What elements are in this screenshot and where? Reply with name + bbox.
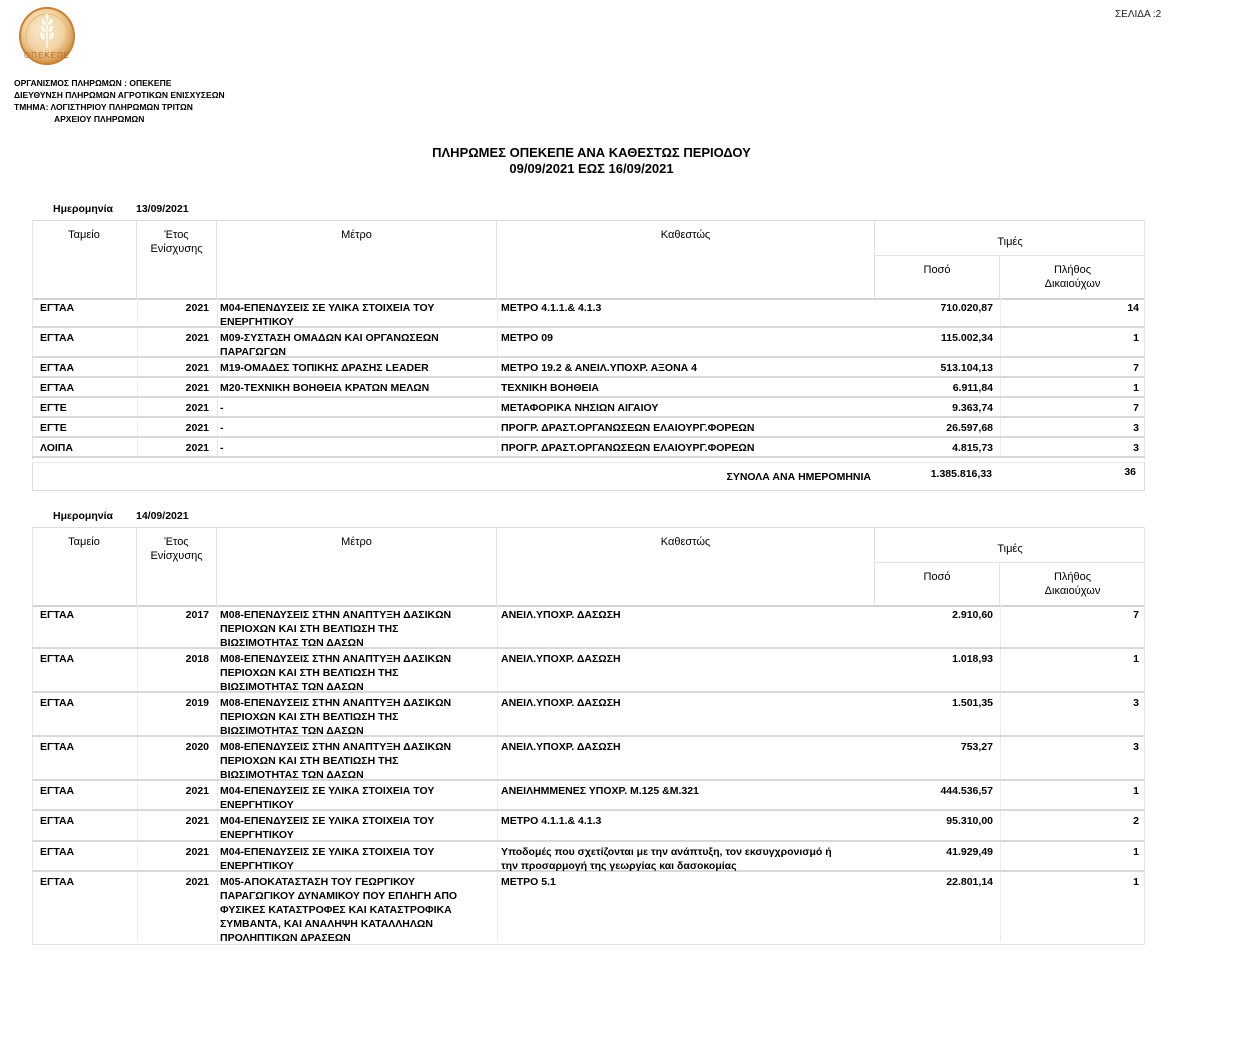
table-row bbox=[32, 418, 1145, 438]
section-date: 14/09/2021 bbox=[136, 510, 189, 522]
amount-cell: 1.501,35 bbox=[952, 697, 993, 709]
status-cell-line: ΤΕΧΝΙΚΗ ΒΟΗΘΕΙΑ bbox=[501, 382, 600, 394]
amount-cell: 513.104,13 bbox=[940, 362, 993, 374]
col-header-values: Τιμές bbox=[875, 528, 1145, 563]
measure-cell bbox=[220, 438, 500, 456]
column-divider bbox=[497, 737, 498, 779]
column-divider bbox=[1000, 438, 1001, 456]
measure-cell-line: ΕΝΕΡΓΗΤΙΚΟΥ bbox=[220, 829, 294, 841]
table-row bbox=[32, 328, 1145, 358]
column-divider bbox=[217, 737, 218, 779]
measure-cell-line: Μ04-ΕΠΕΝΔΥΣΕΙΣ ΣΕ ΥΛΙΚΑ ΣΤΟΙΧΕΙΑ ΤΟΥ bbox=[220, 785, 435, 797]
fund-cell: ΕΓΤΑΑ bbox=[40, 697, 75, 709]
year-cell: 2021 bbox=[185, 382, 209, 394]
column-divider bbox=[1000, 358, 1001, 376]
count-cell: 3 bbox=[1133, 697, 1139, 709]
column-divider bbox=[1000, 649, 1001, 691]
amount-cell: 26.597,68 bbox=[946, 422, 993, 434]
fund-cell: ΕΓΤΕ bbox=[40, 422, 67, 434]
year-cell: 2020 bbox=[185, 741, 209, 753]
measure-cell-line: ΦΥΣΙΚΕΣ ΚΑΤΑΣΤΡΟΦΕΣ ΚΑΙ ΚΑΤΑΣΤΡΟΦΙΚΑ bbox=[220, 904, 452, 916]
column-divider bbox=[1000, 811, 1001, 840]
count-cell: 2 bbox=[1133, 815, 1139, 827]
measure-cell-line: ΕΝΕΡΓΗΤΙΚΟΥ bbox=[220, 799, 294, 811]
totals-count: 36 bbox=[1124, 466, 1136, 478]
column-divider bbox=[1000, 781, 1001, 809]
status-cell bbox=[501, 398, 873, 416]
amount-cell: 9.363,74 bbox=[952, 402, 993, 414]
status-cell-line: ΜΕΤΡΟ 5.1 bbox=[501, 876, 556, 888]
column-divider bbox=[497, 842, 498, 870]
org-line-1: ΟΡΓΑΝΙΣΜΟΣ ΠΛΗΡΩΜΩΝ : ΟΠΕΚΕΠΕ bbox=[14, 78, 172, 88]
col-header-count: Πλήθος Δικαιούχων bbox=[1044, 571, 1101, 597]
measure-cell-line: ΠΑΡΑΓΩΓΙΚΟΥ ΔΥΝΑΜΙΚΟΥ ΠΟΥ ΕΠΛΗΓΗ ΑΠΟ bbox=[220, 890, 458, 902]
fund-cell: ΕΓΤΑΑ bbox=[40, 876, 75, 888]
column-divider bbox=[137, 605, 138, 647]
column-divider bbox=[217, 378, 218, 396]
status-cell-line: ΜΕΤΡΟ 19.2 & ΑΝΕΙΛ.ΥΠΟΧΡ. ΑΞΟΝΑ 4 bbox=[501, 362, 698, 374]
column-divider bbox=[1000, 693, 1001, 735]
status-cell-line: ΜΕΤΑΦΟΡΙΚΑ ΝΗΣΙΩΝ ΑΙΓΑΙΟΥ bbox=[501, 402, 659, 414]
column-divider bbox=[497, 693, 498, 735]
column-divider bbox=[217, 811, 218, 840]
measure-cell bbox=[220, 298, 500, 326]
org-line-3: ΤΜΗΜΑ: ΛΟΓΙΣΤΗΡΙΟΥ ΠΛΗΡΩΜΩΝ ΤΡΙΤΩΝ bbox=[14, 102, 193, 112]
column-divider bbox=[217, 781, 218, 809]
amount-cell: 6.911,84 bbox=[952, 382, 993, 394]
measure-cell-line: ΒΙΩΣΙΜΟΤΗΤΑΣ ΤΩΝ ΔΑΣΩΝ bbox=[220, 637, 364, 649]
measure-cell-line: Μ04-ΕΠΕΝΔΥΣΕΙΣ ΣΕ ΥΛΙΚΑ ΣΤΟΙΧΕΙΑ ΤΟΥ bbox=[220, 302, 435, 314]
column-divider bbox=[137, 378, 138, 396]
measure-cell-line: Μ19-ΟΜΑΔΕΣ ΤΟΠΙΚΗΣ ΔΡΑΣΗΣ LEADER bbox=[220, 362, 429, 374]
column-divider bbox=[137, 737, 138, 779]
count-cell: 1 bbox=[1133, 653, 1139, 665]
table-row bbox=[32, 358, 1145, 378]
status-cell-line: την προσαρμογή της γεωργίας και δασοκομίας bbox=[501, 860, 737, 872]
col-header-year: Έτος Ενίσχυσης bbox=[137, 528, 217, 605]
table-row bbox=[32, 811, 1145, 842]
count-cell: 7 bbox=[1133, 402, 1139, 414]
count-cell: 1 bbox=[1133, 785, 1139, 797]
column-divider bbox=[1000, 605, 1001, 647]
col-header-fund: Ταμείο bbox=[32, 528, 137, 605]
col-header-status: Καθεστώς bbox=[497, 528, 875, 605]
table-row bbox=[32, 298, 1145, 328]
table-row bbox=[32, 378, 1145, 398]
count-cell: 3 bbox=[1133, 442, 1139, 454]
year-cell: 2021 bbox=[185, 815, 209, 827]
status-cell bbox=[501, 358, 873, 376]
count-cell: 3 bbox=[1133, 422, 1139, 434]
column-divider bbox=[217, 358, 218, 376]
column-divider bbox=[1000, 842, 1001, 870]
status-cell bbox=[501, 842, 873, 870]
status-cell bbox=[501, 649, 873, 691]
status-cell-line: ΠΡΟΓΡ. ΔΡΑΣΤ.ΟΡΓΑΝΩΣΕΩΝ ΕΛΑΙΟΥΡΓ.ΦΟΡΕΩΝ bbox=[501, 422, 755, 434]
totals-row bbox=[32, 462, 1145, 491]
column-divider bbox=[137, 693, 138, 735]
table-row bbox=[32, 398, 1145, 418]
section-date: 13/09/2021 bbox=[136, 203, 189, 215]
year-cell: 2017 bbox=[185, 609, 209, 621]
col-header-status: Καθεστώς bbox=[497, 221, 875, 298]
column-divider bbox=[137, 649, 138, 691]
amount-cell: 41.929,49 bbox=[946, 846, 993, 858]
measure-cell-line: ΕΝΕΡΓΗΤΙΚΟΥ bbox=[220, 860, 294, 872]
column-divider bbox=[497, 438, 498, 456]
status-cell bbox=[501, 693, 873, 735]
fund-cell: ΛΟΙΠΑ bbox=[40, 442, 73, 454]
status-cell bbox=[501, 378, 873, 396]
column-divider bbox=[137, 438, 138, 456]
column-divider bbox=[137, 328, 138, 356]
column-divider bbox=[497, 872, 498, 942]
column-divider bbox=[217, 398, 218, 416]
status-cell-line: ΜΕΤΡΟ 09 bbox=[501, 332, 553, 344]
column-divider bbox=[137, 781, 138, 809]
amount-cell: 4.815,73 bbox=[952, 442, 993, 454]
measure-cell bbox=[220, 693, 500, 735]
measure-cell-line: ΕΝΕΡΓΗΤΙΚΟΥ bbox=[220, 316, 294, 328]
table-row bbox=[32, 781, 1145, 811]
column-divider bbox=[497, 781, 498, 809]
measure-cell-line: ΠΕΡΙΟΧΩΝ ΚΑΙ ΣΤΗ ΒΕΛΤΙΩΣΗ ΤΗΣ bbox=[220, 711, 399, 723]
column-divider bbox=[497, 378, 498, 396]
measure-cell-line: ΠΕΡΙΟΧΩΝ ΚΑΙ ΣΤΗ ΒΕΛΤΙΩΣΗ ΤΗΣ bbox=[220, 667, 399, 679]
totals-amount: 1.385.816,33 bbox=[930, 468, 992, 480]
count-cell: 14 bbox=[1127, 302, 1139, 314]
measure-cell-line: - bbox=[220, 422, 224, 434]
column-divider bbox=[1000, 872, 1001, 942]
report-period: 09/09/2021 ΕΩΣ 16/09/2021 bbox=[509, 161, 674, 176]
page-number: ΣΕΛΙΔΑ :2 bbox=[1115, 9, 1162, 20]
table-row bbox=[32, 872, 1145, 942]
fund-cell: ΕΓΤΑΑ bbox=[40, 332, 75, 344]
column-divider bbox=[1000, 328, 1001, 356]
fund-cell: ΕΓΤΑΑ bbox=[40, 302, 75, 314]
measure-cell-line: Μ09-ΣΥΣΤΑΣΗ ΟΜΑΔΩΝ ΚΑΙ ΟΡΓΑΝΩΣΕΩΝ bbox=[220, 332, 439, 344]
table-row bbox=[32, 693, 1145, 737]
count-cell: 1 bbox=[1133, 332, 1139, 344]
totals-label: ΣΥΝΟΛΑ ΑΝΑ ΗΜΕΡΟΜΗΝΙΑ bbox=[726, 471, 871, 483]
column-divider bbox=[497, 605, 498, 647]
year-cell: 2021 bbox=[185, 785, 209, 797]
col-header-measure: Μέτρο bbox=[217, 528, 497, 605]
fund-cell: ΕΓΤΑΑ bbox=[40, 653, 75, 665]
measure-cell bbox=[220, 842, 500, 870]
measure-cell bbox=[220, 781, 500, 809]
column-divider bbox=[497, 328, 498, 356]
fund-cell: ΕΓΤΕ bbox=[40, 402, 67, 414]
fund-cell: ΕΓΤΑΑ bbox=[40, 815, 75, 827]
amount-cell: 710.020,87 bbox=[940, 302, 993, 314]
org-line-2: ΔΙΕΥΘΥΝΣΗ ΠΛΗΡΩΜΩΝ ΑΓΡΟΤΙΚΩΝ ΕΝΙΣΧΥΣΕΩΝ bbox=[14, 90, 225, 100]
status-cell bbox=[501, 737, 873, 779]
col-header-year: Έτος Ενίσχυσης bbox=[137, 221, 217, 298]
year-cell: 2021 bbox=[185, 422, 209, 434]
measure-cell-line: ΠΑΡΑΓΩΓΩΝ bbox=[220, 346, 287, 358]
measure-cell-line: - bbox=[220, 442, 224, 454]
status-cell bbox=[501, 872, 873, 942]
status-cell bbox=[501, 418, 873, 436]
status-cell bbox=[501, 781, 873, 809]
measure-cell-line: Μ08-ΕΠΕΝΔΥΣΕΙΣ ΣΤΗΝ ΑΝΑΠΤΥΞΗ ΔΑΣΙΚΩΝ bbox=[220, 609, 452, 621]
report-title: ΠΛΗΡΩΜΕΣ ΟΠΕΚΕΠΕ ΑΝΑ ΚΑΘΕΣΤΩΣ ΠΕΡΙΟΔΟΥ bbox=[432, 145, 751, 160]
measure-cell-line: Μ04-ΕΠΕΝΔΥΣΕΙΣ ΣΕ ΥΛΙΚΑ ΣΤΟΙΧΕΙΑ ΤΟΥ bbox=[220, 815, 435, 827]
count-cell: 1 bbox=[1133, 846, 1139, 858]
measure-cell-line: Μ05-ΑΠΟΚΑΤΑΣΤΑΣΗ ΤΟΥ ΓΕΩΡΓΙΚΟΥ bbox=[220, 876, 416, 888]
measure-cell-line: Μ04-ΕΠΕΝΔΥΣΕΙΣ ΣΕ ΥΛΙΚΑ ΣΤΟΙΧΕΙΑ ΤΟΥ bbox=[220, 846, 435, 858]
status-cell-line: Υποδομές που σχετίζονται με την ανάπτυξη, τον εκσυγχρονισμό ή bbox=[501, 846, 832, 858]
column-divider bbox=[497, 811, 498, 840]
count-cell: 3 bbox=[1133, 741, 1139, 753]
year-cell: 2021 bbox=[185, 402, 209, 414]
fund-cell: ΕΓΤΑΑ bbox=[40, 382, 75, 394]
measure-cell-line: Μ20-ΤΕΧΝΙΚΗ ΒΟΗΘΕΙΑ ΚΡΑΤΩΝ ΜΕΛΩΝ bbox=[220, 382, 430, 394]
status-cell bbox=[501, 605, 873, 647]
column-divider bbox=[1000, 398, 1001, 416]
fund-cell: ΕΓΤΑΑ bbox=[40, 609, 75, 621]
status-cell bbox=[501, 298, 873, 326]
count-cell: 1 bbox=[1133, 382, 1139, 394]
amount-cell: 444.536,57 bbox=[940, 785, 993, 797]
col-header-measure: Μέτρο bbox=[217, 221, 497, 298]
column-divider bbox=[497, 649, 498, 691]
col-header-amount: Ποσό bbox=[875, 563, 1000, 605]
opekepe-logo bbox=[18, 4, 76, 66]
fund-cell: ΕΓΤΑΑ bbox=[40, 785, 75, 797]
column-divider bbox=[217, 298, 218, 326]
status-cell bbox=[501, 438, 873, 456]
column-divider bbox=[137, 298, 138, 326]
column-divider bbox=[217, 842, 218, 870]
amount-cell: 1.018,93 bbox=[952, 653, 993, 665]
fund-cell: ΕΓΤΑΑ bbox=[40, 846, 75, 858]
column-divider bbox=[1000, 298, 1001, 326]
count-cell: 7 bbox=[1133, 609, 1139, 621]
status-cell-line: ΑΝΕΙΛ.ΥΠΟΧΡ. ΔΑΣΩΣΗ bbox=[501, 741, 621, 753]
date-label: Ημερομηνία bbox=[53, 510, 113, 522]
year-cell: 2021 bbox=[185, 442, 209, 454]
column-divider bbox=[137, 842, 138, 870]
year-cell: 2021 bbox=[185, 362, 209, 374]
col-header-count: Πλήθος Δικαιούχων bbox=[1044, 264, 1101, 290]
amount-cell: 115.002,34 bbox=[941, 332, 993, 344]
measure-cell bbox=[220, 605, 500, 647]
amount-cell: 22.801,14 bbox=[946, 876, 993, 888]
date-label: Ημερομηνία bbox=[53, 203, 113, 215]
measure-cell-line: ΠΡΟΛΗΠΤΙΚΩΝ ΔΡΑΣΕΩΝ bbox=[220, 932, 351, 944]
measure-cell bbox=[220, 398, 500, 416]
col-header-amount: Ποσό bbox=[875, 256, 1000, 298]
status-cell-line: ΜΕΤΡΟ 4.1.1.& 4.1.3 bbox=[501, 815, 602, 827]
col-header-fund: Ταμείο bbox=[32, 221, 137, 298]
column-divider bbox=[217, 438, 218, 456]
report-title-block bbox=[0, 145, 1183, 177]
year-cell: 2021 bbox=[185, 846, 209, 858]
column-divider bbox=[1000, 378, 1001, 396]
measure-cell-line: ΠΕΡΙΟΧΩΝ ΚΑΙ ΣΤΗ ΒΕΛΤΙΩΣΗ ΤΗΣ bbox=[220, 755, 399, 767]
status-cell-line: ΜΕΤΡΟ 4.1.1.& 4.1.3 bbox=[501, 302, 602, 314]
measure-cell-line: Μ08-ΕΠΕΝΔΥΣΕΙΣ ΣΤΗΝ ΑΝΑΠΤΥΞΗ ΔΑΣΙΚΩΝ bbox=[220, 741, 452, 753]
status-cell-line: ΑΝΕΙΛ.ΥΠΟΧΡ. ΔΑΣΩΣΗ bbox=[501, 609, 621, 621]
year-cell: 2018 bbox=[185, 653, 209, 665]
table-row bbox=[32, 649, 1145, 693]
fund-cell: ΕΓΤΑΑ bbox=[40, 362, 75, 374]
column-divider bbox=[217, 693, 218, 735]
status-cell-line: ΑΝΕΙΛ.ΥΠΟΧΡ. ΔΑΣΩΣΗ bbox=[501, 697, 621, 709]
organization-header bbox=[14, 77, 225, 125]
measure-cell-line: ΠΕΡΙΟΧΩΝ ΚΑΙ ΣΤΗ ΒΕΛΤΙΩΣΗ ΤΗΣ bbox=[220, 623, 399, 635]
measure-cell-line: Μ08-ΕΠΕΝΔΥΣΕΙΣ ΣΤΗΝ ΑΝΑΠΤΥΞΗ ΔΑΣΙΚΩΝ bbox=[220, 697, 452, 709]
column-divider bbox=[217, 418, 218, 436]
column-divider bbox=[137, 872, 138, 942]
measure-cell bbox=[220, 378, 500, 396]
column-divider bbox=[137, 418, 138, 436]
table-row bbox=[32, 737, 1145, 781]
amount-cell: 2.910,60 bbox=[952, 609, 993, 621]
fund-cell: ΕΓΤΑΑ bbox=[40, 741, 75, 753]
year-cell: 2021 bbox=[185, 302, 209, 314]
amount-cell: 753,27 bbox=[960, 741, 993, 753]
measure-cell bbox=[220, 418, 500, 436]
column-divider bbox=[217, 605, 218, 647]
count-cell: 7 bbox=[1133, 362, 1139, 374]
col-header-values: Τιμές bbox=[875, 221, 1145, 256]
year-cell: 2019 bbox=[185, 697, 209, 709]
table-row bbox=[32, 605, 1145, 649]
column-divider bbox=[497, 418, 498, 436]
measure-cell bbox=[220, 811, 500, 840]
column-divider bbox=[217, 649, 218, 691]
measure-cell-line: ΒΙΩΣΙΜΟΤΗΤΑΣ ΤΩΝ ΔΑΣΩΝ bbox=[220, 769, 364, 781]
year-cell: 2021 bbox=[185, 876, 209, 888]
logo-text: ΟΠΕΚΕΠΕ bbox=[23, 51, 71, 60]
measure-cell-line: ΒΙΩΣΙΜΟΤΗΤΑΣ ΤΩΝ ΔΑΣΩΝ bbox=[220, 725, 364, 737]
column-divider bbox=[1000, 737, 1001, 779]
column-divider bbox=[217, 328, 218, 356]
column-divider bbox=[137, 358, 138, 376]
table-row bbox=[32, 438, 1145, 458]
column-divider bbox=[137, 811, 138, 840]
column-divider bbox=[1000, 418, 1001, 436]
status-cell-line: ΑΝΕΙΛ.ΥΠΟΧΡ. ΔΑΣΩΣΗ bbox=[501, 653, 621, 665]
column-divider bbox=[497, 298, 498, 326]
column-divider bbox=[137, 398, 138, 416]
measure-cell-line: ΒΙΩΣΙΜΟΤΗΤΑΣ ΤΩΝ ΔΑΣΩΝ bbox=[220, 681, 364, 693]
measure-cell-line: - bbox=[220, 402, 224, 414]
amount-cell: 95.310,00 bbox=[946, 815, 993, 827]
status-cell-line: ΑΝΕΙΛΗΜΜΕΝΕΣ ΥΠΟΧΡ. Μ.125 &Μ.321 bbox=[501, 785, 699, 797]
opekepe-seal-icon bbox=[18, 4, 76, 66]
count-cell: 1 bbox=[1133, 876, 1139, 888]
column-divider bbox=[217, 872, 218, 942]
status-cell bbox=[501, 328, 873, 356]
table-row bbox=[32, 842, 1145, 872]
column-divider bbox=[497, 358, 498, 376]
measure-cell-line: Μ08-ΕΠΕΝΔΥΣΕΙΣ ΣΤΗΝ ΑΝΑΠΤΥΞΗ ΔΑΣΙΚΩΝ bbox=[220, 653, 452, 665]
status-cell-line: ΠΡΟΓΡ. ΔΡΑΣΤ.ΟΡΓΑΝΩΣΕΩΝ ΕΛΑΙΟΥΡΓ.ΦΟΡΕΩΝ bbox=[501, 442, 755, 454]
measure-cell-line: ΣΥΜΒΑΝΤΑ, ΚΑΙ ΑΝΑΛΗΨΗ ΚΑΤΑΛΛΗΛΩΝ bbox=[220, 918, 433, 930]
status-cell bbox=[501, 811, 873, 840]
measure-cell bbox=[220, 358, 500, 376]
measure-cell bbox=[220, 328, 500, 356]
column-divider bbox=[497, 398, 498, 416]
measure-cell bbox=[220, 872, 500, 942]
org-line-4: ΑΡΧΕΙΟΥ ΠΛΗΡΩΜΩΝ bbox=[54, 114, 145, 124]
measure-cell bbox=[220, 649, 500, 691]
year-cell: 2021 bbox=[185, 332, 209, 344]
measure-cell bbox=[220, 737, 500, 779]
